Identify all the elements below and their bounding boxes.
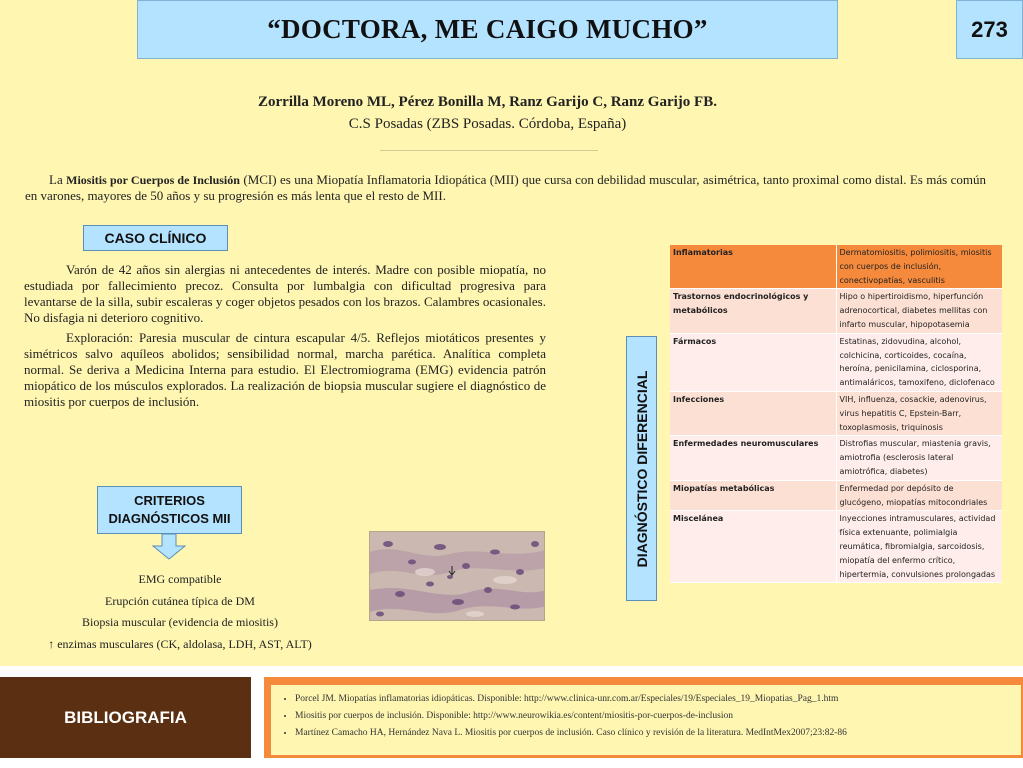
intro-bold-term: Miositis por Cuerpos de Inclusión <box>66 173 240 187</box>
table-cell-detail: VIH, influenza, cosackie, adenovirus, virus hepatitis C, Epstein-Barr, toxoplasmosis, triquinosis <box>836 391 1002 435</box>
criterio-item: ↑ enzimas musculares (CK, aldolasa, LDH, AST, ALT) <box>48 636 312 651</box>
table-row <box>670 289 1002 333</box>
biopsy-micrograph-image <box>369 531 545 621</box>
intro-paragraph <box>25 172 986 204</box>
table-row <box>670 245 1002 289</box>
poster-title: “DOCTORA, ME CAIGO MUCHO” <box>137 0 838 59</box>
reference-item: • Miositis por cuerpos de inclusión. Disponible: http://www.neurowikia.es/content/miositis-por-cuerpos-de-inclusion <box>295 708 1021 725</box>
table-cell-category: Trastornos endocrinológicos y metabólicos <box>670 289 836 333</box>
table-cell-detail: Estatinas, zidovudina, alcohol, colchicina, corticoides, cocaína, heroína, penicilamina, ciclosporina, antimaláricos, tamoxifeno, diclofenaco <box>836 333 1002 391</box>
table-cell-detail: Distrofias muscular, miastenia gravis, amiotrofia (esclerosis lateral amiotrófica, diabetes) <box>836 436 1002 480</box>
table-cell-detail: Dermatomiositis, polimiositis, miositis con cuerpos de inclusión, conectivopatías, vasculitis <box>836 245 1002 289</box>
criterios-list <box>0 569 360 655</box>
down-arrow-icon <box>152 534 186 560</box>
caso-clinico-label: CASO CLÍNICO <box>83 225 228 251</box>
differential-diagnosis-table <box>670 245 1002 583</box>
table-row <box>670 480 1002 511</box>
caso-paragraph-2: Exploración: Paresia muscular de cintura escapular 4/5. Reflejos miotáticos presentes y simétricos salvo aquíleos abolidos; sensibilidad normal, marcha parética. Analítica completa normal. Se deriva a Medicina Interna para estudio. El Electromiograma (EMG) evidencia patrón miopático de los músculos explorados. La realización de biopsia muscular sugiere el diagnóstico de miositis por cuerpos de inclusión. <box>24 330 546 409</box>
bibliografia-label: BIBLIOGRAFIA <box>0 677 251 758</box>
poster-number: 273 <box>956 0 1023 59</box>
caso-paragraph-1: Varón de 42 años sin alergias ni antecedentes de interés. Madre con posible miopatía, no estudiada por fallecimiento precoz. Consulta por lumbalgia con dificultad progresiva para levantarse de la silla, subir escaleras y coger objetos pesados con los brazos. Calambres ocasionales. No disfagia ni deterioro cognitivo. <box>24 262 546 325</box>
table-cell-detail: Hipo o hipertiroidismo, hiperfunción adrenocortical, diabetes mellitas con infarto muscular, hipopotasemia <box>836 289 1002 333</box>
intro-rest: (MCI) es una Miopatía Inflamatoria Idiopática (MII) que cursa con debilidad muscular, asimétrica, tanto proximal como distal. Es más común en varones, mayores de 50 años y su progresión es más lenta que el resto de MII. <box>25 172 987 203</box>
affiliation: C.S Posadas (ZBS Posadas. Córdoba, España) <box>348 116 627 132</box>
table-cell-category: Miopatías metabólicas <box>670 480 836 511</box>
table-row <box>670 436 1002 480</box>
criterio-item: Erupción cutánea típica de DM <box>105 593 255 608</box>
table-row <box>670 511 1002 583</box>
criterios-label <box>97 486 242 534</box>
table-cell-detail: Enfermedad por depósito de glucógeno, miopatías mitocondriales <box>836 480 1002 511</box>
table-cell-category: Enfermedades neuromusculares <box>670 436 836 480</box>
caso-clinico-text <box>24 262 546 414</box>
criterio-item: EMG compatible <box>138 572 222 586</box>
table-cell-category: Fármacos <box>670 333 836 391</box>
divider <box>380 150 598 151</box>
criterios-label-line2: DIAGNÓSTICOS MII <box>108 511 231 526</box>
diagnostico-diferencial-text: DIAGNÓSTICO DIFERENCIAL <box>633 370 650 567</box>
reference-item: • Porcel JM. Miopatías inflamatorias idiopáticas. Disponible: http://www.clinica-unr.com.ar/Especiales/19/Especiales_19_Miopatias_Pag_1.htm <box>295 691 1021 708</box>
table-cell-category: Inflamatorias <box>670 245 836 289</box>
table-row <box>670 391 1002 435</box>
criterios-label-line1: CRITERIOS <box>134 493 205 508</box>
intro-lead: La <box>49 172 63 187</box>
table-cell-detail: Inyecciones intramusculares, actividad física extenuante, polimialgia reumática, fibromialgia, sarcoidosis, miopatía del enfermo crítico, hipertermia, convulsiones prolongadas <box>836 511 1002 583</box>
table-cell-category: Infecciones <box>670 391 836 435</box>
criterio-item: Biopsia muscular (evidencia de miositis) <box>82 615 278 629</box>
table-row <box>670 333 1002 391</box>
bibliografia-box <box>264 677 1023 758</box>
table-cell-category: Miscelánea <box>670 511 836 583</box>
authors: Zorrilla Moreno ML, Pérez Bonilla M, Ranz Garijo C, Ranz Garijo FB. <box>258 94 717 110</box>
reference-item: • Martínez Camacho HA, Hernández Nava L. Miositis por cuerpos de inclusión. Caso clínico y revisión de la literatura. MedIntMex2007;23:82-86 <box>295 725 1021 742</box>
bibliografia-list <box>271 685 1021 755</box>
diagnostico-diferencial-label <box>626 336 657 601</box>
